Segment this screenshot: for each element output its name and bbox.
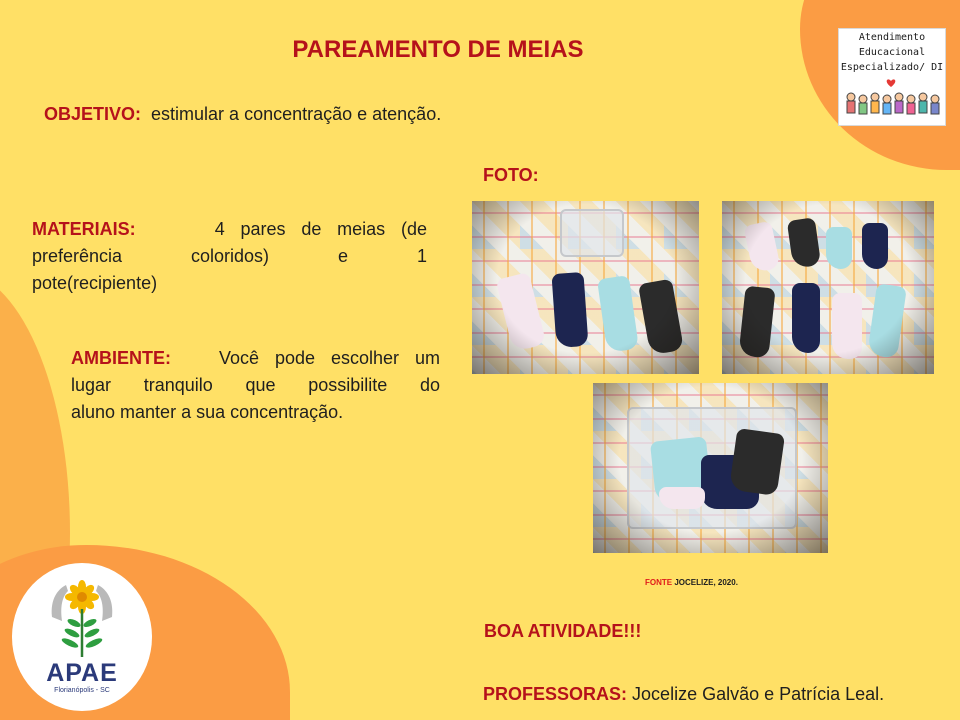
materiais-line3: pote(recipiente)	[32, 273, 158, 293]
apae-flower-hands-icon	[48, 577, 116, 659]
professoras-label: PROFESSORAS:	[483, 684, 628, 704]
materiais-block	[32, 216, 427, 297]
ambiente-line1	[71, 345, 440, 372]
objetivo-text: estimular a concentração e atenção.	[151, 104, 442, 124]
materiais-text1: 4 pares de meias (de	[214, 219, 427, 239]
photo-socks-row-with-pot	[472, 201, 699, 374]
foto-label: FOTO:	[483, 165, 539, 185]
objetivo-line	[44, 104, 441, 125]
apae-logo	[12, 563, 152, 711]
children-drawing-icon	[843, 77, 943, 123]
materiais-line1	[32, 216, 427, 243]
ambiente-text1: Você pode escolher um	[218, 348, 440, 368]
fonte-text: JOCELIZE, 2020.	[674, 578, 738, 587]
photo-socks-in-pot	[593, 383, 828, 553]
apae-city: Florianópolis - SC	[54, 687, 110, 694]
aee-logo-line1: Atendimento	[858, 32, 926, 43]
aee-logo-line2: Educacional	[858, 47, 926, 58]
photo-source	[645, 578, 738, 587]
aee-logo-line3: Especializado/ DI	[840, 62, 944, 73]
ambiente-line2: lugar tranquilo que possibilite do	[71, 375, 440, 395]
materiais-line2: preferência coloridos) e 1	[32, 246, 427, 266]
professoras-line	[483, 684, 884, 705]
photo-socks-paired	[722, 201, 934, 374]
ambiente-label: AMBIENTE:	[71, 348, 171, 368]
boa-atividade: BOA ATIVIDADE!!!	[484, 621, 642, 641]
page-title: PAREAMENTO DE MEIAS	[292, 36, 584, 63]
objetivo-label: OBJETIVO:	[44, 104, 142, 124]
fonte-label: FONTE	[645, 578, 673, 587]
ambiente-block	[71, 345, 440, 426]
apae-name: APAE	[46, 659, 118, 687]
ambiente-line3: aluno manter a sua concentração.	[71, 402, 344, 422]
professoras-text: Jocelize Galvão e Patrícia Leal.	[632, 684, 885, 704]
materiais-label: MATERIAIS:	[32, 219, 136, 239]
